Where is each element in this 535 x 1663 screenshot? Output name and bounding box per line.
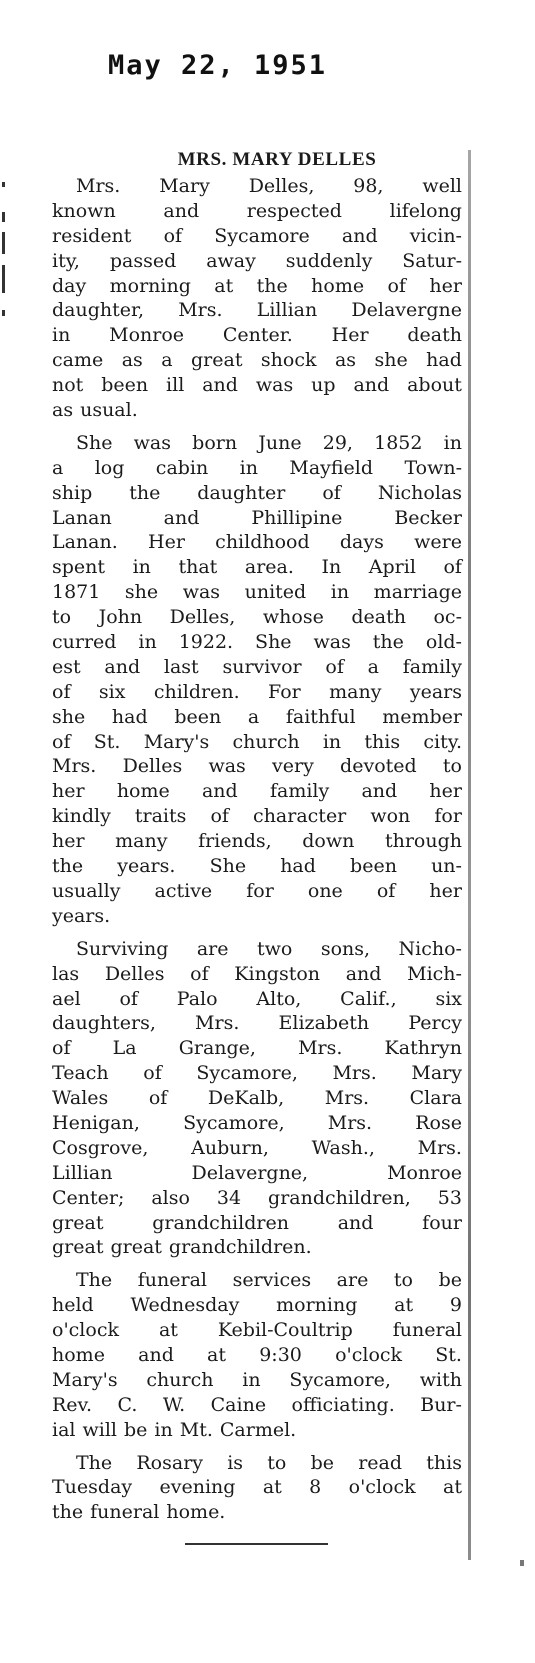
text-line: Lillian Delavergne, Monroe [52, 1161, 462, 1184]
obituary-paragraph [52, 431, 462, 929]
text-line: of six children. For many years [52, 680, 462, 703]
text-line: Mary's church in Sycamore, with [52, 1368, 462, 1391]
text-line: daughter, Mrs. Lillian Delavergne [52, 299, 462, 322]
text-line: Center; also 34 grandchildren, 53 [52, 1186, 462, 1209]
text-line: Tuesday evening at 8 o'clock at [52, 1476, 462, 1499]
text-line: o'clock at Kebil-Coultrip funeral [52, 1319, 462, 1342]
text-line: she had been a faithful member [52, 705, 462, 728]
text-line: of La Grange, Mrs. Kathryn [52, 1037, 462, 1060]
text-line: of St. Mary's church in this city. [52, 730, 462, 753]
text-line: a log cabin in Mayfield Town- [52, 456, 462, 479]
text-line: great great grandchildren. [52, 1236, 312, 1259]
text-line: great grandchildren and four [52, 1211, 462, 1234]
text-line: home and at 9:30 o'clock St. [52, 1343, 462, 1366]
text-line: She was born June 29, 1852 in [76, 431, 462, 454]
text-line: Lanan. Her childhood days were [52, 531, 462, 554]
text-line: Lanan and Phillipine Becker [52, 506, 462, 529]
text-line: held Wednesday morning at 9 [52, 1294, 462, 1317]
text-line: not been ill and was up and about [52, 374, 462, 397]
text-line: her many friends, down through [52, 830, 462, 853]
text-line: Surviving are two sons, Nicho- [76, 937, 462, 960]
text-line: ael of Palo Alto, Calif., six [52, 987, 462, 1010]
text-line: Wales of DeKalb, Mrs. Clara [52, 1087, 462, 1110]
text-line: Henigan, Sycamore, Mrs. Rose [52, 1111, 462, 1134]
text-line: Mrs. Delles was very devoted to [52, 755, 462, 778]
text-line: daughters, Mrs. Elizabeth Percy [52, 1012, 462, 1035]
obituary-paragraph [52, 937, 462, 1261]
text-line: est and last survivor of a family [52, 655, 462, 678]
text-line: curred in 1922. She was the old- [52, 631, 462, 654]
obituary-paragraph [52, 1268, 462, 1442]
obituary-headline: MRS. MARY DELLES [177, 149, 377, 170]
text-line: years. [52, 904, 111, 927]
text-line: in Monroe Center. Her death [52, 324, 462, 347]
text-line: to John Delles, whose death oc- [52, 606, 462, 629]
text-line: ship the daughter of Nicholas [52, 481, 462, 504]
text-line: spent in that area. In April of [52, 556, 462, 579]
text-line: known and respected lifelong [52, 199, 462, 222]
clipping-date: May 22, 1951 [108, 50, 328, 81]
column-rule [468, 150, 471, 1560]
text-line: ity, passed away suddenly Satur- [52, 249, 462, 272]
text-line: ial will be in Mt. Carmel. [52, 1418, 297, 1441]
text-line: kindly traits of character won for [52, 805, 462, 828]
torn-edge-marks [0, 180, 12, 330]
obituary-article [52, 150, 462, 1533]
text-line: as usual. [52, 399, 138, 422]
text-line: las Delles of Kingston and Mich- [52, 962, 462, 985]
end-rule [185, 1543, 328, 1545]
text-line: the years. She had been un- [52, 855, 462, 878]
scan-speck [520, 1560, 524, 1566]
text-line: 1871 she was united in marriage [52, 581, 462, 604]
text-line: resident of Sycamore and vicin- [52, 224, 462, 247]
text-line: The Rosary is to be read this [76, 1451, 462, 1474]
obituary-paragraph [52, 174, 462, 423]
obituary-paragraph [52, 1451, 462, 1526]
text-line: Mrs. Mary Delles, 98, well [76, 175, 462, 197]
text-line: Rev. C. W. Caine officiating. Bur- [52, 1393, 462, 1416]
text-line: her home and family and her [52, 780, 462, 803]
text-line: Teach of Sycamore, Mrs. Mary [52, 1062, 462, 1085]
text-line: Cosgrove, Auburn, Wash., Mrs. [52, 1136, 462, 1159]
text-line: day morning at the home of her [52, 274, 462, 297]
text-line: usually active for one of her [52, 879, 462, 902]
text-line: came as a great shock as she had [52, 349, 462, 372]
article-body [52, 174, 462, 1525]
text-line: the funeral home. [52, 1501, 226, 1524]
text-line: The funeral services are to be [76, 1269, 462, 1292]
